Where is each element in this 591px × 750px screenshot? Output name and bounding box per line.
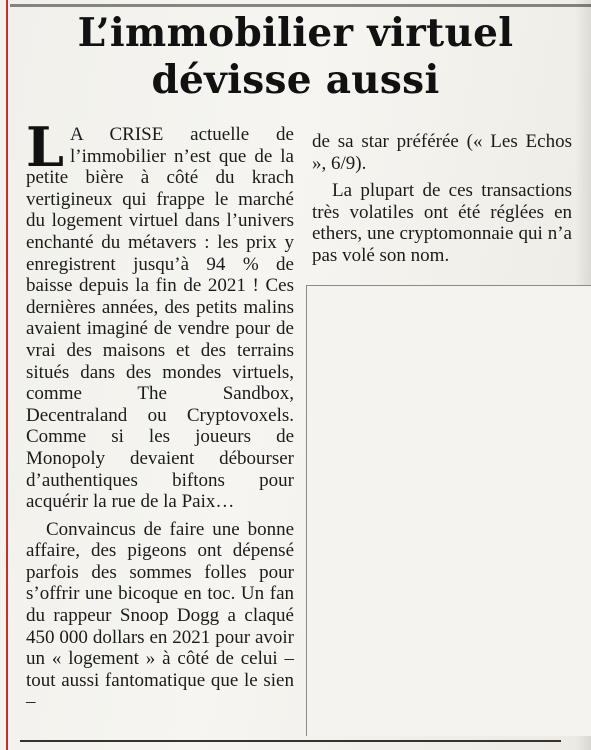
paragraph-3: La plupart de ces transactions très volatiles ont été réglées en ethers, une cryptomonnaie qui n’a pas volé son nom. [312,180,572,266]
article-column-right [312,131,572,267]
paragraph-2-continued: de sa star préférée (« Les Echos », 6/9). [312,131,572,174]
top-border-rule [10,4,591,7]
drop-cap: L [26,115,64,179]
paragraph-2: Convaincus de faire une bonne affaire, des pigeons ont dépensé parfois des sommes folles pour s’offrir une bicoque en toc. Un fan du rappeur Snoop Dogg a claqué 450 000 dollars en 2021 pour avoir un « logement » à côté de celui – tout aussi fantomatique que le sien – [26,518,294,713]
red-margin-rule [6,0,8,750]
headline-line-2: dévisse aussi [151,57,440,103]
adjacent-blank-frame [306,285,591,736]
article-column-left [26,115,294,713]
paragraph-1 [26,115,294,513]
bottom-border-rule [20,740,561,742]
paragraph-1-text: A CRISE actuelle de l’immobilier n’est que de la petite bière à côté du krach vertigineux qui frappe le marché du logement virtuel dans l’univers enchanté du métavers : les prix y enregistrent jusqu’à 94 % de baisse depuis la fin de 2021 ! Ces dernières années, des petits malins avaient imaginé de vendre pour de vrai des maisons et des terrains situés dans des mondes virtuels, comme The Sandbox, Decentraland ou Cryptovoxels. Comme si les joueurs de Monopoly devaient débourser d’authentiques biftons pour acquérir la rue de la Paix… [26,124,294,513]
headline [14,10,577,104]
headline-line-1: L’immobilier virtuel [77,10,514,56]
